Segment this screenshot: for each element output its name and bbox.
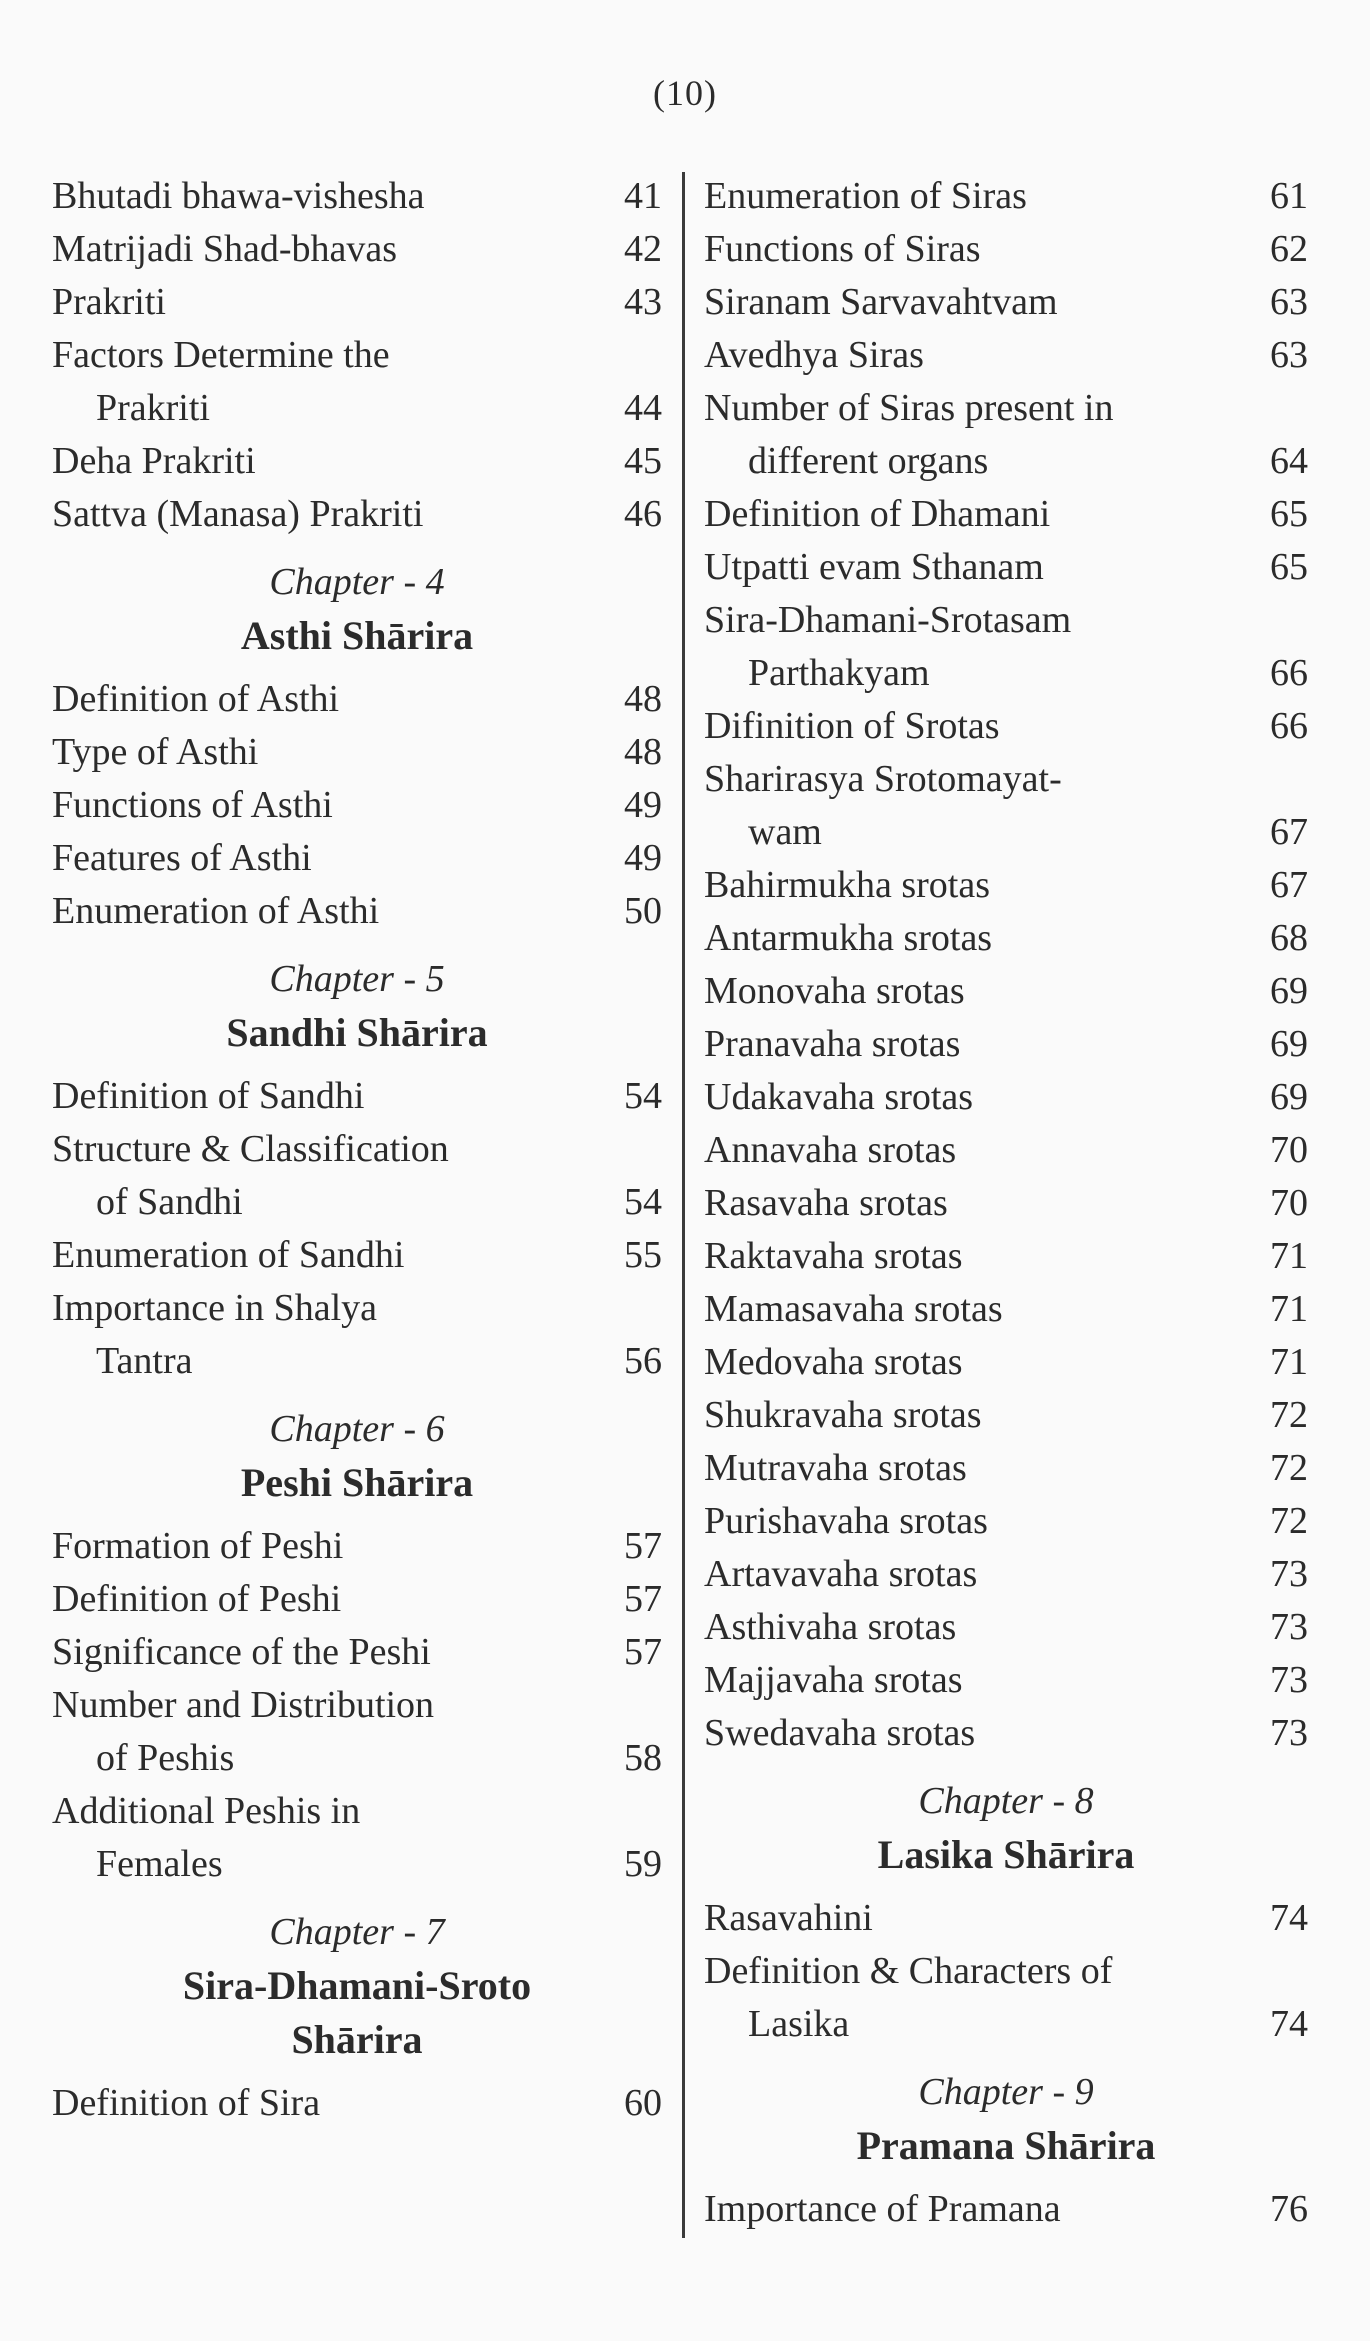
toc-entry xyxy=(704,1071,1308,1124)
toc-entry-line: Siranam Sarvavahtvam xyxy=(704,281,1058,323)
toc-entry-title xyxy=(52,1785,602,1891)
toc-entry-line: Lasika xyxy=(748,2003,850,2045)
toc-entry xyxy=(704,382,1308,488)
toc-page-number: 50 xyxy=(624,890,662,932)
toc-entry-title xyxy=(52,726,602,779)
toc-right-column xyxy=(704,170,1308,2236)
toc-entry-line: Rasavaha srotas xyxy=(704,1182,948,1224)
toc-entry-title xyxy=(52,673,602,726)
toc-entry-line: Number of Siras present in xyxy=(704,387,1114,429)
toc-page-number: 60 xyxy=(624,2082,662,2124)
toc-entry-line: of Peshis xyxy=(96,1737,235,1779)
toc-page-number: 58 xyxy=(624,1737,662,1779)
chapter-title: Lasika Shārira xyxy=(877,1832,1135,1877)
toc-entry-title xyxy=(704,1124,1248,1177)
toc-entry xyxy=(52,223,662,276)
toc-entry-line: Factors Determine the xyxy=(52,334,390,376)
chapter-label: Chapter - 8 xyxy=(918,1780,1094,1822)
toc-entry xyxy=(704,1283,1308,1336)
toc-entry xyxy=(704,1124,1308,1177)
toc-entry-title xyxy=(704,753,1248,859)
toc-entry-line: Definition of Sira xyxy=(52,2082,321,2124)
toc-page-number: 46 xyxy=(624,493,662,535)
toc-entry xyxy=(52,726,662,779)
toc-entry xyxy=(704,753,1308,859)
toc-entry-line: Swedavaha srotas xyxy=(704,1712,976,1754)
toc-entry-line: of Sandhi xyxy=(96,1181,243,1223)
toc-page-number: 64 xyxy=(1270,440,1308,482)
toc-entry-line: Sira-Dhamani-Srotasam xyxy=(704,599,1072,641)
toc-entry-title xyxy=(704,170,1248,223)
toc-entry-title xyxy=(52,2077,602,2130)
toc-entry xyxy=(704,1018,1308,1071)
toc-entry xyxy=(52,832,662,885)
toc-entry xyxy=(52,1626,662,1679)
toc-entry-title xyxy=(704,223,1248,276)
toc-entry-line: Bhutadi bhawa-vishesha xyxy=(52,175,425,217)
toc-page-number: 48 xyxy=(624,731,662,773)
toc-entry-line: Formation of Peshi xyxy=(52,1525,344,1567)
chapter-heading xyxy=(704,1760,1308,1892)
toc-page-number: 48 xyxy=(624,678,662,720)
toc-entry xyxy=(704,594,1308,700)
toc-entry xyxy=(704,1230,1308,1283)
toc-page-number: 69 xyxy=(1270,1076,1308,1118)
toc-entry xyxy=(52,329,662,435)
toc-page-number: 54 xyxy=(624,1181,662,1223)
chapter-title: Pramana Shārira xyxy=(856,2123,1156,2168)
toc-entry-line: Definition of Asthi xyxy=(52,678,340,720)
toc-entry-line: Additional Peshis in xyxy=(52,1790,361,1832)
toc-entry-title xyxy=(52,170,602,223)
toc-entry-title xyxy=(704,1442,1248,1495)
toc-entry-title xyxy=(52,1070,602,1123)
toc-page-number: 42 xyxy=(624,228,662,270)
toc-entry-title xyxy=(52,1573,602,1626)
toc-entry-title xyxy=(704,1707,1248,1760)
toc-entry xyxy=(704,1495,1308,1548)
toc-entry-line: wam xyxy=(748,811,822,853)
toc-page-number: 71 xyxy=(1270,1341,1308,1383)
toc-entry-line: Mutravaha srotas xyxy=(704,1447,967,1489)
toc-page-number: 69 xyxy=(1270,970,1308,1012)
toc-entry-title xyxy=(704,1230,1248,1283)
toc-entry xyxy=(704,912,1308,965)
chapter-label: Chapter - 4 xyxy=(269,561,445,603)
chapter-heading xyxy=(52,938,662,1070)
toc-entry-line: Difinition of Srotas xyxy=(704,705,1000,747)
toc-entry xyxy=(52,1229,662,1282)
toc-page-number: 69 xyxy=(1270,1023,1308,1065)
toc-entry-line: Definition of Sandhi xyxy=(52,1075,365,1117)
toc-page-number: 67 xyxy=(1270,864,1308,906)
toc-entry xyxy=(52,673,662,726)
toc-entry xyxy=(52,1785,662,1891)
toc-entry-title xyxy=(704,1283,1248,1336)
toc-entry xyxy=(52,1123,662,1229)
toc-page-number: 70 xyxy=(1270,1129,1308,1171)
toc-entry-line: Majjavaha srotas xyxy=(704,1659,963,1701)
toc-page-number: 44 xyxy=(624,387,662,429)
toc-entry-line: Functions of Asthi xyxy=(52,784,333,826)
chapter-heading xyxy=(52,541,662,673)
toc-page-number: 55 xyxy=(624,1234,662,1276)
toc-entry xyxy=(704,276,1308,329)
toc-entry-line: Bahirmukha srotas xyxy=(704,864,991,906)
chapter-heading xyxy=(52,1388,662,1520)
toc-entry xyxy=(704,700,1308,753)
chapter-label: Chapter - 6 xyxy=(269,1408,445,1450)
toc-page-number: 71 xyxy=(1270,1235,1308,1277)
toc-entry xyxy=(52,488,662,541)
toc-entry-line: Monovaha srotas xyxy=(704,970,965,1012)
toc-page-number: 63 xyxy=(1270,281,1308,323)
toc-entry-title xyxy=(704,329,1248,382)
toc-entry-title xyxy=(52,1282,602,1388)
toc-entry xyxy=(704,1654,1308,1707)
chapter-label: Chapter - 7 xyxy=(269,1911,445,1953)
toc-entry-line: Type of Asthi xyxy=(52,731,259,773)
toc-page-number: 72 xyxy=(1270,1500,1308,1542)
toc-page-number: 49 xyxy=(624,837,662,879)
toc-entry-title xyxy=(704,382,1248,488)
toc-entry xyxy=(704,1177,1308,1230)
toc-page-number: 62 xyxy=(1270,228,1308,270)
toc-entry-title xyxy=(52,1123,602,1229)
toc-page-number: 73 xyxy=(1270,1606,1308,1648)
toc-entry xyxy=(704,859,1308,912)
chapter-title: Peshi Shārira xyxy=(240,1460,474,1505)
toc-page-number: 65 xyxy=(1270,493,1308,535)
toc-entry-title xyxy=(52,488,602,541)
toc-entry xyxy=(704,329,1308,382)
toc-page-number: 73 xyxy=(1270,1553,1308,1595)
toc-entry xyxy=(52,885,662,938)
toc-entry xyxy=(52,1573,662,1626)
toc-left-column xyxy=(52,170,662,2130)
toc-entry xyxy=(52,779,662,832)
toc-entry-line: Udakavaha srotas xyxy=(704,1076,974,1118)
toc-entry-title xyxy=(704,1018,1248,1071)
toc-entry-line: Rasavahini xyxy=(704,1897,873,1939)
toc-page-number: 70 xyxy=(1270,1182,1308,1224)
chapter-label: Chapter - 5 xyxy=(269,958,445,1000)
toc-page-number: 73 xyxy=(1270,1712,1308,1754)
toc-entry xyxy=(704,965,1308,1018)
toc-entry-line: Definition of Dhamani xyxy=(704,493,1051,535)
toc-entry xyxy=(704,1892,1308,1945)
toc-entry-title xyxy=(704,700,1248,753)
toc-entry-line: Purishavaha srotas xyxy=(704,1500,988,1542)
toc-entry xyxy=(704,1389,1308,1442)
toc-entry-line: Matrijadi Shad-bhavas xyxy=(52,228,398,270)
toc-entry-line: Prakriti xyxy=(96,387,210,429)
toc-entry-line: Artavavaha srotas xyxy=(704,1553,978,1595)
toc-entry-line: Sharirasya Srotomayat- xyxy=(704,758,1062,800)
toc-entry-line: Medovaha srotas xyxy=(704,1341,963,1383)
toc-entry-title xyxy=(704,276,1248,329)
toc-page-number: 68 xyxy=(1270,917,1308,959)
toc-page-number: 76 xyxy=(1270,2188,1308,2230)
toc-page-number: 74 xyxy=(1270,1897,1308,1939)
toc-entry xyxy=(52,435,662,488)
toc-entry xyxy=(704,1601,1308,1654)
toc-entry xyxy=(52,1070,662,1123)
toc-entry-line: different organs xyxy=(748,440,989,482)
toc-page-number: 57 xyxy=(624,1525,662,1567)
toc-entry-line: Shukravaha srotas xyxy=(704,1394,982,1436)
toc-entry xyxy=(52,1520,662,1573)
toc-page-number: 56 xyxy=(624,1340,662,1382)
toc-entry-title xyxy=(52,885,602,938)
toc-entry xyxy=(52,1679,662,1785)
toc-entry xyxy=(704,488,1308,541)
toc-page-number: 66 xyxy=(1270,652,1308,694)
toc-entry xyxy=(52,1282,662,1388)
chapter-heading xyxy=(52,1891,662,2077)
toc-entry-title xyxy=(704,541,1248,594)
toc-entry-title xyxy=(704,1495,1248,1548)
toc-entry xyxy=(704,170,1308,223)
toc-entry-line: Number and Distribution xyxy=(52,1684,435,1726)
toc-entry xyxy=(704,1707,1308,1760)
toc-entry-title xyxy=(52,779,602,832)
toc-entry-line: Tantra xyxy=(96,1340,193,1382)
chapter-title: Asthi Shārira xyxy=(240,613,474,658)
toc-entry-title xyxy=(704,965,1248,1018)
toc-entry-title xyxy=(704,594,1248,700)
page-number: (10) xyxy=(653,73,717,113)
toc-entry-line: Enumeration of Sandhi xyxy=(52,1234,405,1276)
toc-entry-line: Features of Asthi xyxy=(52,837,312,879)
toc-entry-title xyxy=(704,1601,1248,1654)
toc-entry-line: Functions of Siras xyxy=(704,228,981,270)
toc-page-number: 61 xyxy=(1270,175,1308,217)
toc-page-number: 63 xyxy=(1270,334,1308,376)
toc-entry-line: Avedhya Siras xyxy=(704,334,924,376)
toc-entry-line: Sattva (Manasa) Prakriti xyxy=(52,493,424,535)
toc-entry-line: Parthakyam xyxy=(748,652,930,694)
toc-entry-line: Definition of Peshi xyxy=(52,1578,342,1620)
toc-entry xyxy=(704,1442,1308,1495)
toc-entry-line: Enumeration of Asthi xyxy=(52,890,380,932)
chapter-title: Shārira xyxy=(291,2017,423,2062)
toc-entry xyxy=(52,276,662,329)
toc-page-number: 74 xyxy=(1270,2003,1308,2045)
toc-page-number: 57 xyxy=(624,1578,662,1620)
toc-entry-title xyxy=(704,1336,1248,1389)
toc-entry-title xyxy=(52,1679,602,1785)
toc-entry xyxy=(704,2183,1308,2236)
toc-entry-line: Enumeration of Siras xyxy=(704,175,1027,217)
toc-entry xyxy=(52,170,662,223)
toc-entry-line: Utpatti evam Sthanam xyxy=(704,546,1044,588)
toc-entry-line: Raktavaha srotas xyxy=(704,1235,963,1277)
chapter-title: Sandhi Shārira xyxy=(226,1010,488,1055)
toc-entry-line: Definition & Characters of xyxy=(704,1950,1113,1992)
toc-entry-line: Annavaha srotas xyxy=(704,1129,957,1171)
toc-entry-title xyxy=(704,2183,1248,2236)
toc-page-number: 49 xyxy=(624,784,662,826)
column-divider xyxy=(682,172,685,2238)
toc-entry-line: Deha Prakriti xyxy=(52,440,256,482)
toc-page-number: 57 xyxy=(624,1631,662,1673)
toc-page-number: 45 xyxy=(624,440,662,482)
toc-entry-title xyxy=(52,329,602,435)
toc-entry-line: Mamasavaha srotas xyxy=(704,1288,1003,1330)
toc-entry-line: Prakriti xyxy=(52,281,166,323)
toc-entry-title xyxy=(52,435,602,488)
toc-entry-title xyxy=(704,1548,1248,1601)
toc-entry-title xyxy=(704,488,1248,541)
toc-entry-title xyxy=(704,1892,1248,1945)
toc-entry-line: Importance of Pramana xyxy=(704,2188,1061,2230)
toc-page-number: 41 xyxy=(624,175,662,217)
toc-page-number: 66 xyxy=(1270,705,1308,747)
toc-entry-title xyxy=(704,1945,1248,2051)
toc-entry-title xyxy=(704,1389,1248,1442)
toc-entry-title xyxy=(704,1654,1248,1707)
toc-entry-line: Asthivaha srotas xyxy=(704,1606,957,1648)
chapter-title: Sira-Dhamani-Sroto xyxy=(182,1963,532,2008)
toc-entry-title xyxy=(52,276,602,329)
toc-entry xyxy=(704,1945,1308,2051)
toc-page-number: 67 xyxy=(1270,811,1308,853)
toc-entry-title xyxy=(52,1520,602,1573)
toc-entry-line: Structure & Classification xyxy=(52,1128,449,1170)
toc-page-number: 54 xyxy=(624,1075,662,1117)
toc-entry-title xyxy=(704,912,1248,965)
toc-entry-line: Importance in Shalya xyxy=(52,1287,378,1329)
toc-entry xyxy=(704,1548,1308,1601)
toc-page-number: 43 xyxy=(624,281,662,323)
toc-entry-title xyxy=(52,1229,602,1282)
toc-entry-title xyxy=(704,859,1248,912)
toc-entry-title xyxy=(52,1626,602,1679)
toc-page-number: 72 xyxy=(1270,1394,1308,1436)
toc-entry-title xyxy=(704,1071,1248,1124)
toc-entry xyxy=(52,2077,662,2130)
toc-entry-line: Antarmukha srotas xyxy=(704,917,993,959)
toc-entry-title xyxy=(704,1177,1248,1230)
toc-entry xyxy=(704,1336,1308,1389)
toc-page-number: 59 xyxy=(624,1843,662,1885)
toc-entry xyxy=(704,541,1308,594)
chapter-heading xyxy=(704,2051,1308,2183)
toc-entry-line: Significance of the Peshi xyxy=(52,1631,431,1673)
toc-page-number: 71 xyxy=(1270,1288,1308,1330)
toc-entry xyxy=(704,223,1308,276)
toc-entry-title xyxy=(52,223,602,276)
toc-page-number: 65 xyxy=(1270,546,1308,588)
toc-page-number: 72 xyxy=(1270,1447,1308,1489)
toc-page-number: 73 xyxy=(1270,1659,1308,1701)
toc-entry-line: Pranavaha srotas xyxy=(704,1023,961,1065)
toc-entry-title xyxy=(52,832,602,885)
toc-entry-line: Females xyxy=(96,1843,223,1885)
chapter-label: Chapter - 9 xyxy=(918,2071,1094,2113)
